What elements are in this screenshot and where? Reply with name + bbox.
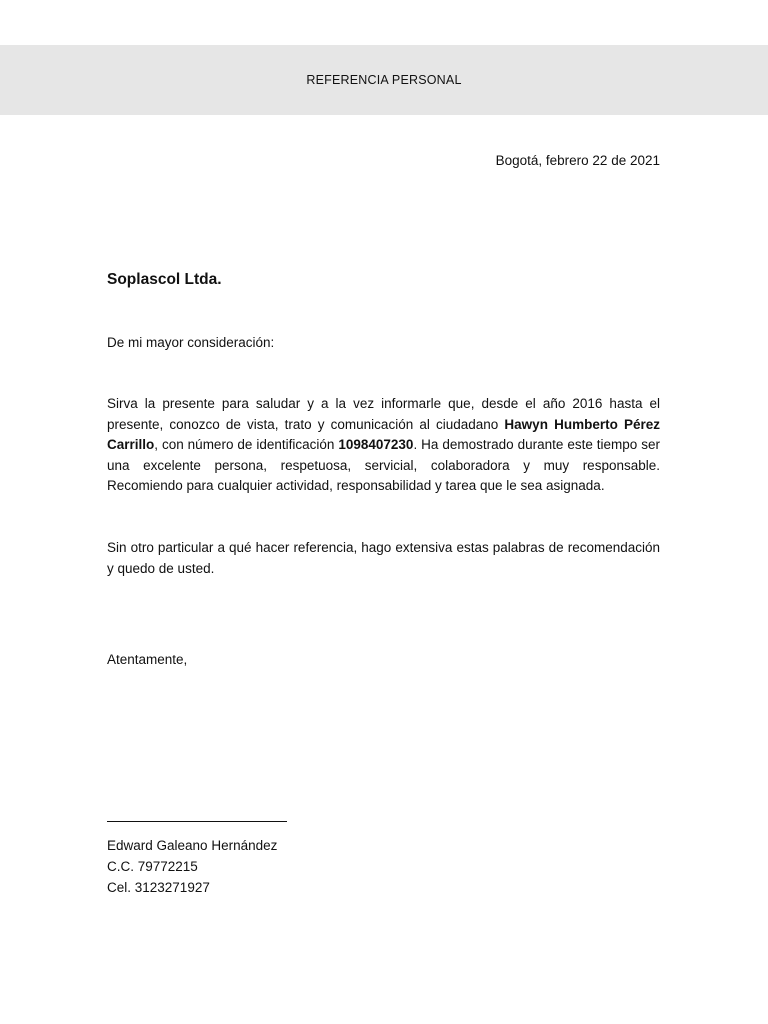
paragraph-1-text-b: , con número de identificación bbox=[154, 437, 339, 453]
signer-phone: Cel. 3123271927 bbox=[107, 880, 210, 895]
letter-date: Bogotá, febrero 22 de 2021 bbox=[495, 153, 660, 168]
candidate-name: Hawyn Humberto Pérez Carrillo bbox=[107, 416, 660, 453]
body-paragraph-2: Sin otro particular a qué hacer referencia, hago extensiva estas palabras de recomendación y quedo de usted. bbox=[107, 540, 660, 576]
recipient-company: Soplascol Ltda. bbox=[107, 271, 222, 288]
header-band bbox=[0, 45, 768, 115]
salutation: De mi mayor consideración: bbox=[107, 335, 275, 350]
body-paragraph-1 bbox=[107, 394, 660, 497]
closing: Atentamente, bbox=[107, 652, 188, 667]
candidate-id-number: 1098407230 bbox=[338, 437, 414, 453]
paragraph-1-text-a: Sirva la presente para saludar y a la vez informarle que, desde el año 2016 hasta el presente, conozco de vista, trato y comunicación al ciudadano bbox=[107, 396, 660, 432]
signer-name: Edward Galeano Hernández bbox=[107, 838, 278, 853]
document-title: REFERENCIA PERSONAL bbox=[306, 73, 462, 87]
signature-line bbox=[107, 821, 287, 822]
signature-block bbox=[107, 835, 277, 898]
signer-id: C.C. 79772215 bbox=[107, 859, 198, 874]
paragraph-1-text-c: . Ha demostrado durante este tiempo ser una excelente persona, respetuosa, servicial, colaboradora y muy responsable. Recomiendo para cualquier actividad, responsabilidad y tarea que le sea asignada. bbox=[107, 437, 661, 494]
